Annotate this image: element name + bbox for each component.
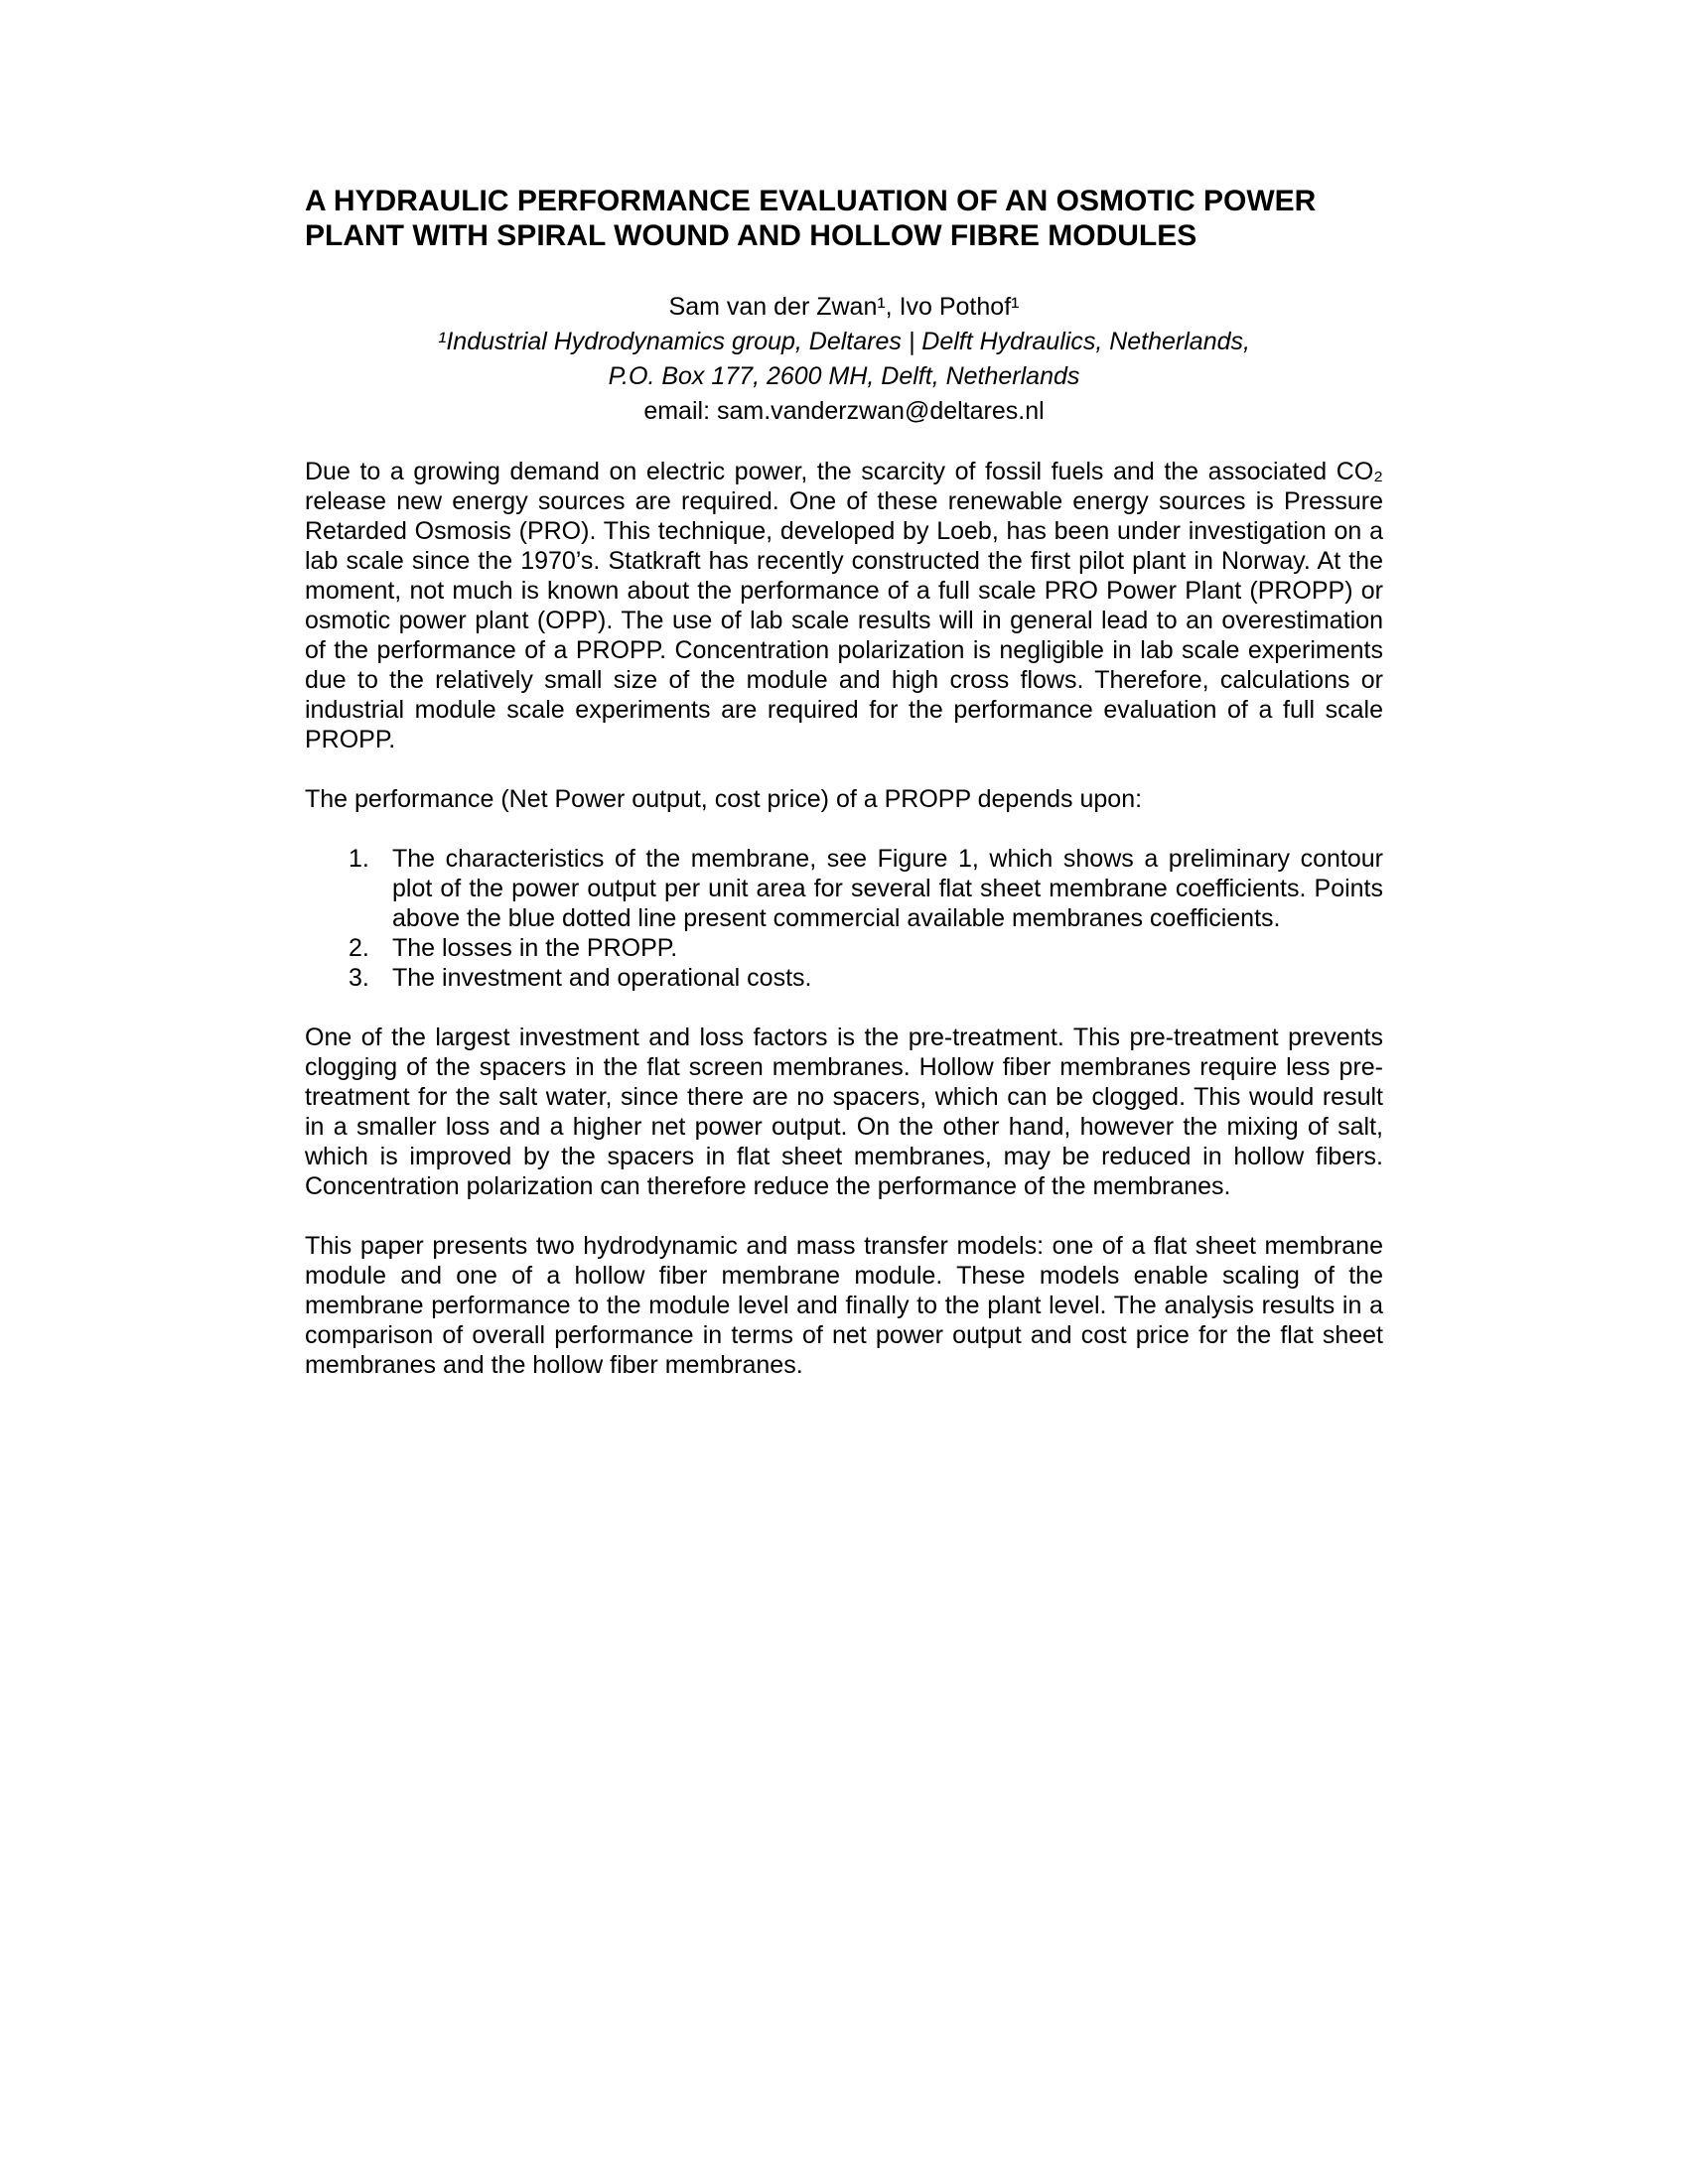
author-block [305, 290, 1383, 429]
paper-content [305, 184, 1383, 1380]
list-item-2-number: 2. [349, 934, 369, 962]
paragraph-pretreatment: One of the largest investment and loss factors is the pre-treatment. This pre-treatment prevents clogging of the spacers in the flat screen membranes. Hollow fiber membranes require less pre-treatment for the salt water, since there are no spacers, which can be clogged. This would result in a smaller loss and a higher net power output. On the other hand, however the mixing of salt, which is improved by the spacers in flat sheet membranes, may be reduced in hollow fibers. Concentration polarization can therefore reduce the performance of the membranes. [305, 1024, 1383, 1200]
paragraph-models: This paper presents two hydrodynamic and mass transfer models: one of a flat sheet membrane module and one of a hollow fiber membrane module. These models enable scaling of the membrane performance to the module level and finally to the plant level. The analysis results in a comparison of overall performance in terms of net power output and cost price for the flat sheet membranes and the hollow fiber membranes. [305, 1232, 1383, 1379]
dependency-list [305, 844, 1383, 993]
paragraph-intro: Due to a growing demand on electric power, the scarcity of fossil fuels and the associated CO₂ release new energy sources are required. One of these renewable energy sources is Pressure Retarded Osmosis (PRO). This technique, developed by Loeb, has been under investigation on a lab scale since the 1970’s. Statkraft has recently constructed the first pilot plant in Norway. At the moment, not much is known about the performance of a full scale PRO Power Plant (PROPP) or osmotic power plant (OPP). The use of lab scale results will in general lead to an overestimation of the performance of a PROPP. Concentration polarization is negligible in lab scale experiments due to the relatively small size of the module and high cross flows. Therefore, calculations or industrial module scale experiments are required for the performance evaluation of a full scale PROPP. [305, 458, 1383, 753]
paper-title-line-1: A HYDRAULIC PERFORMANCE EVALUATION OF AN OSMOTIC POWER [305, 185, 1317, 217]
paper-title-line-2: PLANT WITH SPIRAL WOUND AND HOLLOW FIBRE MODULES [305, 219, 1197, 252]
list-item-3-text: The investment and operational costs. [392, 964, 812, 992]
list-item-1-text: The characteristics of the membrane, see Figure 1, which shows a preliminary contour plot of the power output per unit area for several flat sheet membrane coefficients. Points above the blue dotted line present commercial available membranes coefficients. [392, 845, 1383, 932]
list-item-3 [305, 963, 1383, 993]
list-item-3-number: 3. [349, 964, 369, 992]
authors-line: Sam van der Zwan¹, Ivo Pothof¹ [668, 293, 1020, 321]
list-item-1-number: 1. [349, 845, 369, 873]
paper-title [305, 184, 1383, 253]
list-item-2-text: The losses in the PROPP. [392, 934, 678, 962]
paragraph-performance-lead: The performance (Net Power output, cost price) of a PROPP depends upon: [305, 785, 1143, 813]
affiliation-line-1: ¹Industrial Hydrodynamics group, Deltares | Delft Hydraulics, Netherlands, [438, 328, 1250, 355]
affiliation-line-2: P.O. Box 177, 2600 MH, Delft, Netherlands [608, 362, 1080, 390]
email-line: email: sam.vanderzwan@deltares.nl [643, 397, 1045, 425]
list-item-2 [305, 933, 1383, 963]
list-item-1 [305, 844, 1383, 933]
